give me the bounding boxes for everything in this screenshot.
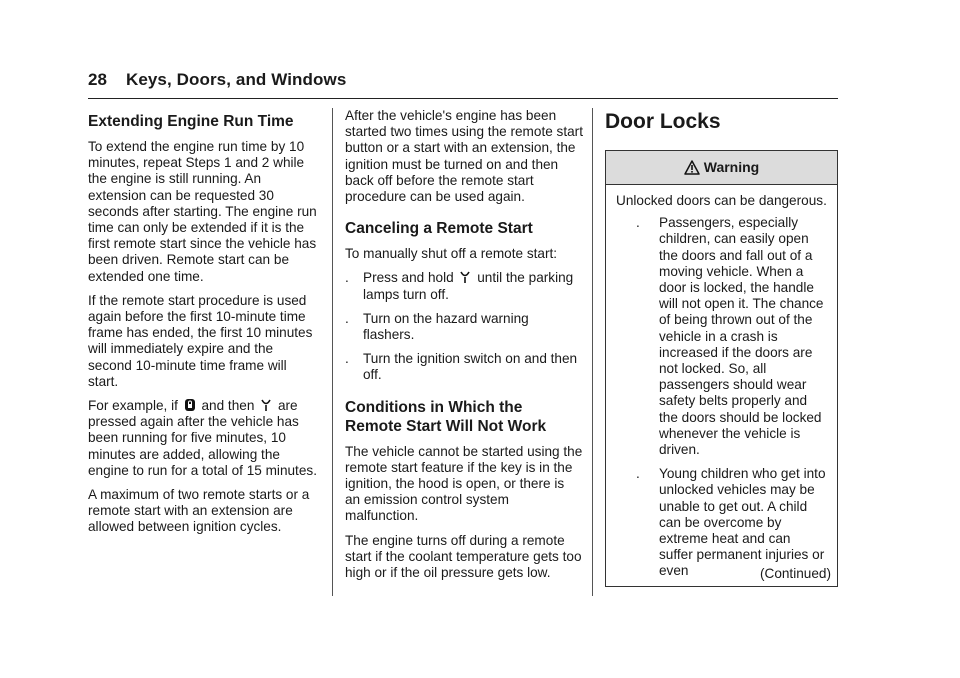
page-header xyxy=(88,70,346,90)
warning-list-item xyxy=(616,466,827,579)
list-item xyxy=(345,270,583,302)
text-fragment: For example, if xyxy=(88,398,178,414)
page-number: 28 xyxy=(88,70,108,89)
text-fragment: and then xyxy=(201,398,255,414)
bullet-marker: . xyxy=(345,351,349,367)
list-item-text xyxy=(363,270,583,302)
section-title-door-locks: Door Locks xyxy=(605,110,721,133)
section-heading-extending: Extending Engine Run Time xyxy=(88,113,294,130)
paragraph: To manually shut off a remote start: xyxy=(345,246,558,262)
warning-list-item xyxy=(616,215,827,458)
paragraph-example xyxy=(88,398,320,479)
list-item-text: Turn the ignition switch on and then off. xyxy=(363,351,578,383)
warning-list-text: Young children who get into unlocked vehicles may be unable to get out. A child can be overcome by extreme heat and can suffer permanent injuries or even xyxy=(659,466,826,579)
warning-intro: Unlocked doors can be dangerous. xyxy=(616,193,827,208)
bullet-marker: . xyxy=(345,270,349,286)
paragraph: The vehicle cannot be started using the remote start feature if the key is in the ignition, the hood is open, or there is an emission control system malfunction. xyxy=(345,443,583,524)
paragraph: After the vehicle's engine has been started two times using the remote start button or a start with an extension, the ignition must be turned on and then back off before the remote start procedure can be used again. xyxy=(345,108,583,205)
warning-triangle-icon xyxy=(684,160,700,175)
column-divider-1 xyxy=(332,108,333,596)
column-1 xyxy=(88,108,320,544)
paragraph: If the remote start procedure is used again before the first 10-minute time frame has ended, the first 10 minutes will immediately expire and the second 10-minute time frame will start. xyxy=(88,292,313,389)
chapter-title: Keys, Doors, and Windows xyxy=(125,70,347,89)
list-item-text: Turn on the hazard warning flashers. xyxy=(363,310,529,343)
list-item xyxy=(345,351,583,383)
warning-box xyxy=(605,150,838,587)
column-divider-2 xyxy=(592,108,593,596)
section-heading-canceling: Canceling a Remote Start xyxy=(345,220,533,238)
text-fragment: are pressed again after the vehicle has been running for five minutes, 10 minutes are added, allowing the engine to run for a total of 15 minutes. xyxy=(88,398,317,478)
paragraph: To extend the engine run time by 10 minutes, repeat Steps 1 and 2 while the engine is still running. An extension can be requested 30 seconds after starting. The engine run time can only be extended if it is the first remote start since the vehicle has been driven. Remote start can be extended one time. xyxy=(88,139,317,284)
list-item xyxy=(345,311,583,343)
header-rule xyxy=(88,98,838,99)
bullet-marker: . xyxy=(636,215,640,231)
continued-label: (Continued) xyxy=(759,565,831,581)
paragraph: The engine turns off during a remote start if the coolant temperature gets too high or if the oil pressure gets low. xyxy=(345,532,582,581)
paragraph: A maximum of two remote starts or a remote start with an extension are allowed between ignition cycles. xyxy=(88,487,310,535)
bullet-marker: . xyxy=(345,310,349,326)
warning-header xyxy=(606,151,837,185)
warning-body xyxy=(606,185,837,580)
warning-title: Warning xyxy=(703,159,760,176)
column-2 xyxy=(345,108,583,589)
text-fragment: until the parking lamps turn off. xyxy=(363,270,574,302)
text-fragment: Press and hold xyxy=(363,270,454,286)
section-heading-conditions: Conditions in Which the Remote Start Will Not Work xyxy=(345,398,547,435)
remote-start-icon xyxy=(459,270,471,284)
remote-start-icon xyxy=(260,398,272,412)
bullet-marker: . xyxy=(636,466,640,482)
column-3 xyxy=(605,108,838,587)
lock-button-icon xyxy=(184,398,196,412)
warning-list-text: Passengers, especially children, can easily open the doors and fall out of a moving vehicle. When a door is locked, the handle will not open it. The chance of being thrown out of the vehicle in a crash is increased if the doors are not locked. So, all passengers should wear safety belts properly and the doors should be locked whenever the vehicle is driven. xyxy=(659,215,824,458)
